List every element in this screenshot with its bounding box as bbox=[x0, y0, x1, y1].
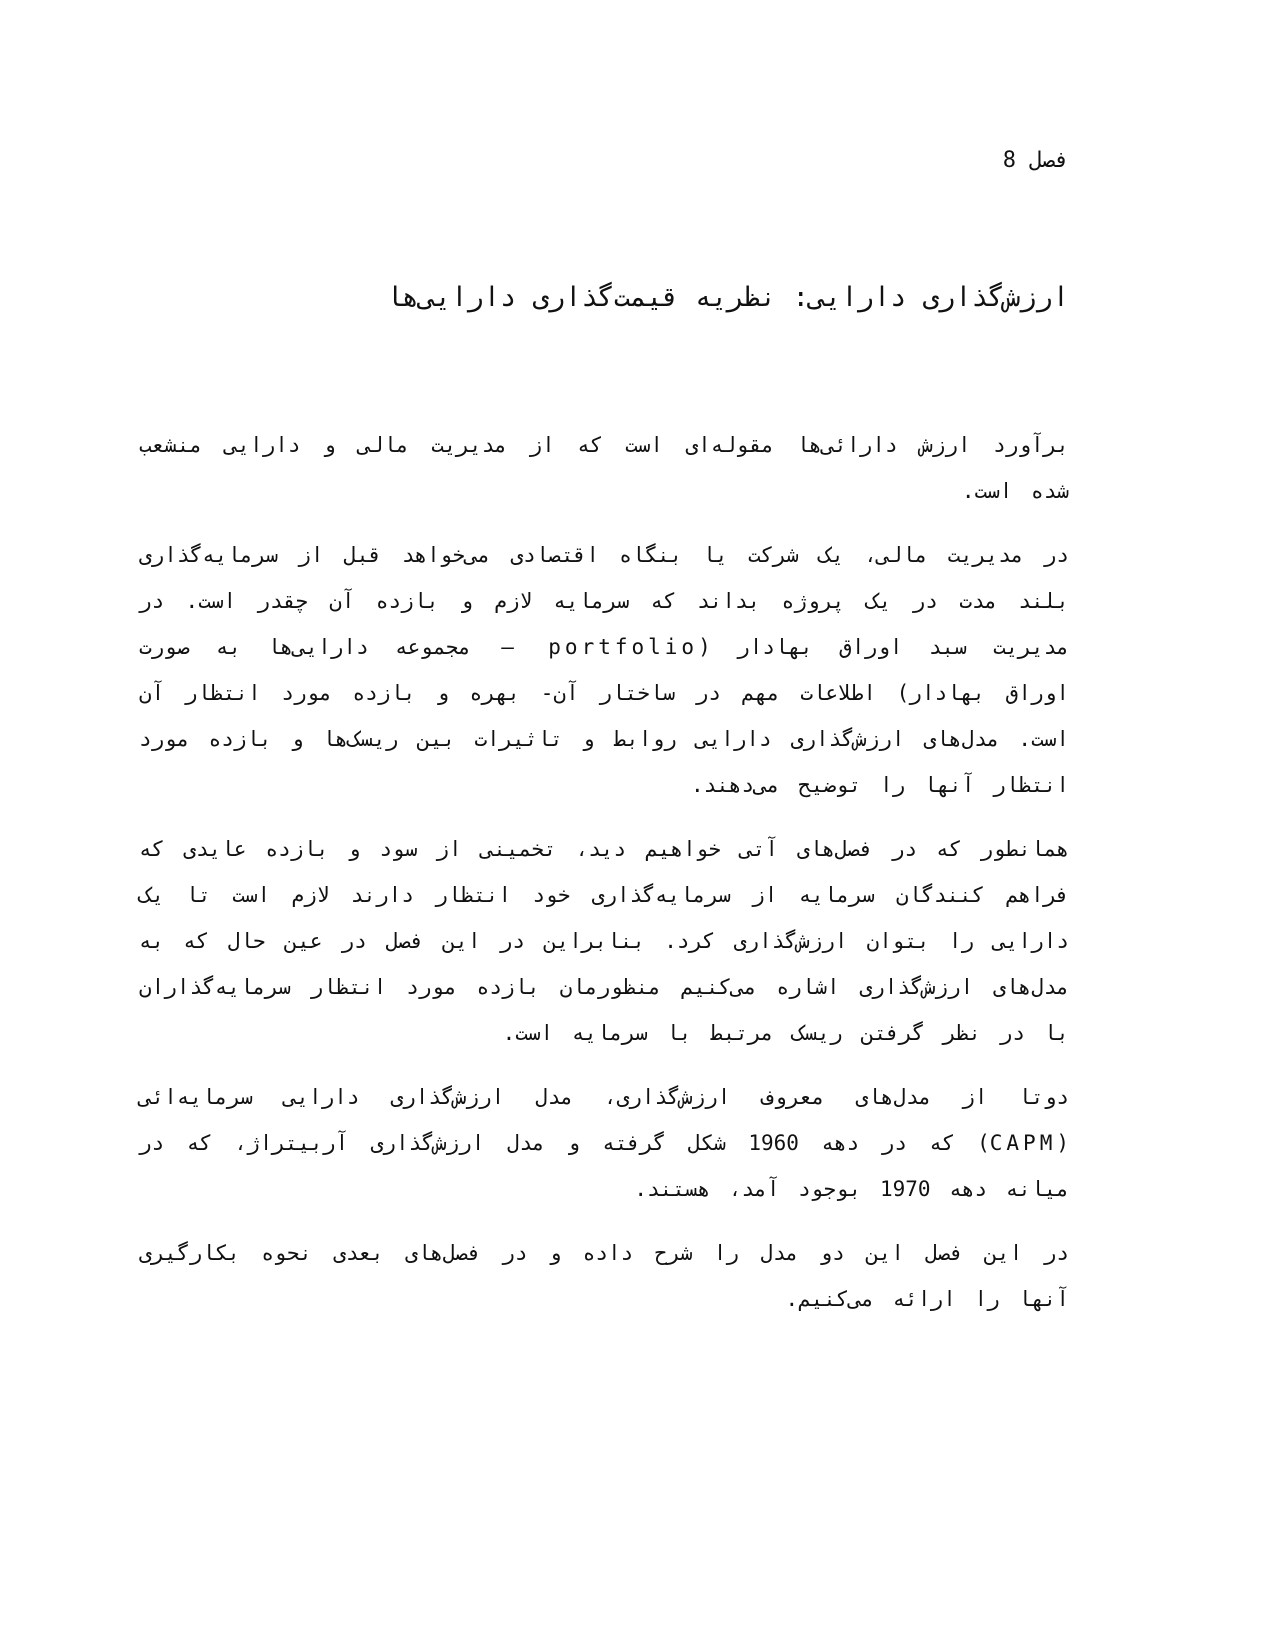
page-title: ارزش‌گذاری دارایی: نظریه قیمت‌گذاری دارایی‌ها bbox=[386, 282, 1069, 313]
chapter-label: فصل 8 bbox=[1002, 148, 1069, 173]
paragraph-chapter-outline: در این فصل این دو مدل را شرح داده و در فصل‌های بعدی نحوه بکارگیری آنها را ارائه می‌کنیم. bbox=[139, 1241, 1069, 1311]
paragraph-valuation-models: دوتا از مدل‌های معروف ارزش‌گذاری، مدل ارزش‌گذاری دارایی سرمایه‌ائی (CAPM) که در دهه 1960 شکل گرفته و مدل ارزش‌گذاری آربیتراژ، که در میانه دهه 1970 بوجود آمد، هستند. bbox=[139, 1085, 1069, 1201]
body-text bbox=[139, 422, 1069, 1340]
paragraph-expected-return: همانطور که در فصل‌های آتی خواهیم دید، تخمینی از سود و بازده عایدی که فراهم کنندگان سرمایه از سرمایه‌گذاری خود انتظار دارند لازم است تا یک دارایی را بتوان ارزش‌گذاری کرد. بنابراین در این فصل در عین حال که به مدل‌های ارزش‌گذاری اشاره می‌کنیم منظورمان بازده مورد انتظار سرمایه‌گذاران با در نظر گرفتن ریسک مرتبط با سرمایه است. bbox=[139, 837, 1069, 1045]
paragraph-financial-management: در مدیریت مالی، یک شرکت یا بنگاه اقتصادی می‌خواهد قبل از سرمایه‌گذاری بلند مدت در یک پروژه بداند که سرمایه لازم و بازده آن چقدر است. در مدیریت سبد اوراق بهادار (portfolio – مجموعه دارایی‌ها به صورت اوراق بهادار) اطلاعات مهم در ساختار آن- بهره و بازده مورد انتظار آن است. مدل‌های ارزش‌گذاری دارایی روابط و تاثیرات بین ریسک‌ها و بازده مورد انتظار آنها را توضیح می‌دهند. bbox=[139, 543, 1069, 797]
paragraph-intro: برآورد ارزش دارائی‌ها مقوله‌ای است که از مدیریت مالی و دارایی منشعب شده است. bbox=[139, 433, 1069, 503]
